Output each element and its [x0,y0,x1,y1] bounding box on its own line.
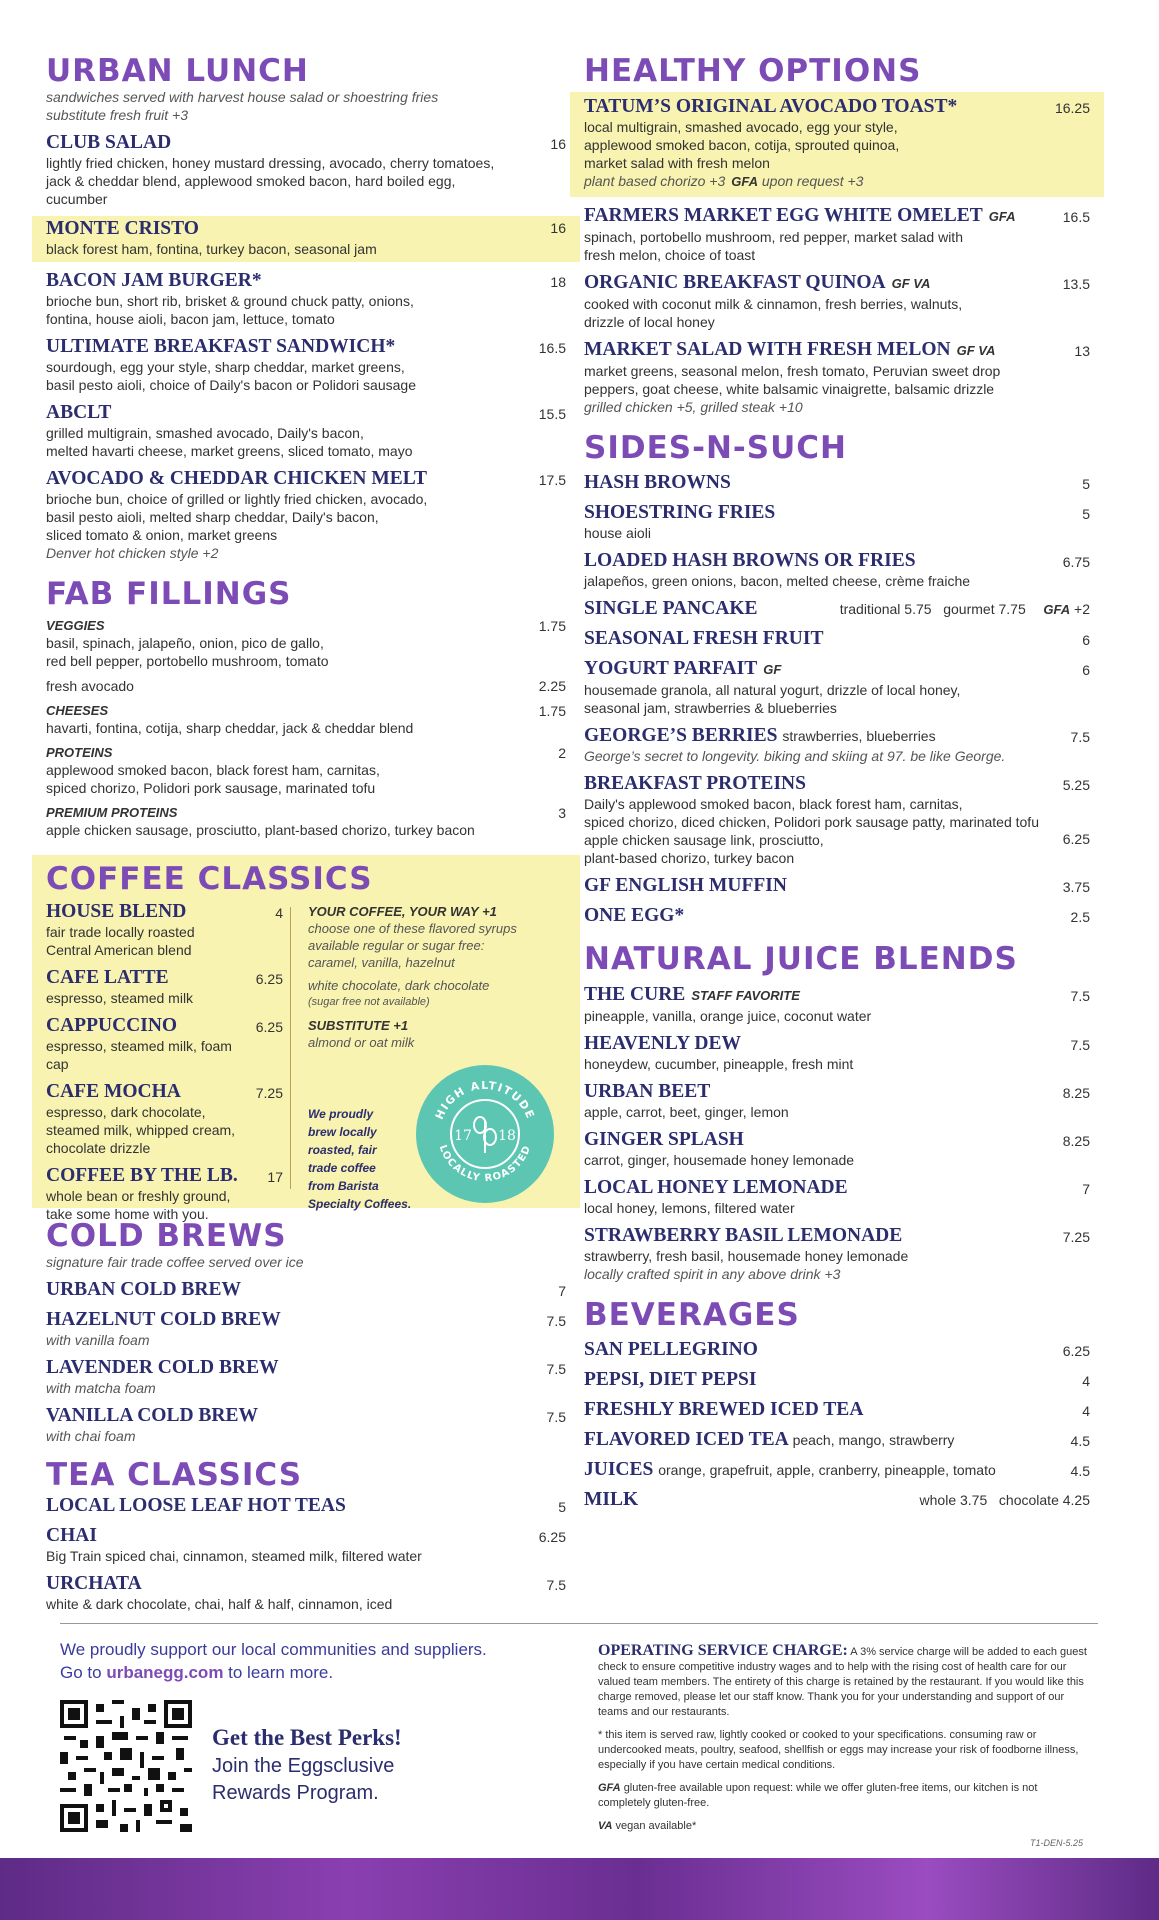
item-name: CLUB SALAD [46,131,172,153]
menu-item-urban-cold-brew [46,1279,566,1301]
item-price: 7.5 [546,1360,566,1377]
divider [290,907,291,1189]
item-note: grilled chicken +5, grilled steak +10 [584,398,803,415]
item-desc: plant-based chorizo, turkey bacon [584,850,795,867]
right-column [584,55,1090,1511]
item-desc: spiced chorizo, diced chicken, Polidori pork sausage patty, marinated tofu [584,814,1039,831]
item-desc: black forest ham, fontina, turkey bacon, seasonal jam [46,240,377,257]
item-desc: carrot, ginger, housemade honey lemonade [584,1151,855,1168]
filling-desc: spiced chorizo, Polidori pork sausage, marinated tofu [46,780,376,797]
menu-item-the-cure [584,984,1090,1025]
menu-code: T1-DEN-5.25 [1030,1838,1084,1848]
badge-bottom-text: LOCALLY ROASTED [436,1143,534,1185]
item-price: 5 [1082,476,1090,493]
item-name: LOADED HASH BROWNS OR FRIES [584,550,916,572]
item-name: MONTE CRISTO [46,217,199,239]
website-link[interactable]: urbanegg.com [106,1663,224,1682]
item-name: GINGER SPLASH [584,1128,744,1150]
menu-item-monte-cristo [32,216,580,262]
menu-item-abclt [46,402,566,460]
item-desc: jack & cheddar blend, applewood smoked bacon, hard boiled egg, cucumber [46,172,456,207]
badge-left-number: 17 [454,1128,472,1145]
item-price: 15.5 [538,405,566,422]
coffee-list [46,901,283,1231]
filling-label: PREMIUM PROTEINS [46,805,178,821]
item-price: 2.5 [1070,909,1090,926]
item-price: 8.25 [1062,1132,1090,1149]
your-way-text: available regular or sugar free: [308,938,485,954]
item-desc: fontina, house aioli, bacon jam, lettuce, tomato [46,310,335,327]
item-name: VANILLA COLD BREW [46,1404,259,1426]
item-price: 6.25 [538,1529,566,1546]
item-name: MARKET SALAD WITH FRESH MELON GF VA [584,338,996,360]
item-name: HASH BROWNS [584,472,731,494]
item-name: URCHATA [46,1573,142,1595]
menu-item-hazelnut-cold-brew [46,1309,566,1349]
pancake-options: traditional 5.75 gourmet 7.75 GFA +2 [839,601,1090,618]
item-name: TATUM’S ORIGINAL AVOCADO TOAST* [584,95,958,117]
item-price: 3.75 [1062,879,1090,896]
item-name: HEAVENLY DEW [584,1032,741,1054]
filling-cheeses [46,702,566,737]
item-note: with chai foam [46,1427,136,1444]
item-name: LOCAL LOOSE LEAF HOT TEAS [46,1495,346,1517]
coffee-item-cappuccino [46,1015,283,1073]
item-name: GEORGE’S BERRIES strawberries, blueberries [584,725,936,747]
menu-item-lavender-cold-brew [46,1357,566,1397]
filling-price: 1.75 [538,618,566,635]
item-price: 7.5 [1070,729,1090,746]
item-desc: basil pesto aioli, melted sharp cheddar, Daily's bacon, [46,508,379,525]
item-desc: strawberry, fresh basil, housemade honey lemonade [584,1247,909,1264]
item-name: SINGLE PANCAKE [584,598,758,620]
section-title-cold-brews: COLD BREWS [46,1218,287,1255]
qr-code-icon[interactable] [60,1700,192,1832]
item-name: HOUSE BLEND [46,901,187,923]
section-title-sides: SIDES-N-SUCH [584,429,847,466]
item-name: URBAN COLD BREW [46,1278,242,1300]
filling-desc: havarti, fontina, cotija, sharp cheddar, jack & cheddar blend [46,720,414,737]
item-desc: whole bean or freshly ground, [46,1188,231,1205]
item-name: CHAI [46,1525,97,1547]
item-desc: house aioli [584,525,651,542]
item-desc: brioche bun, short rib, brisket & ground chuck patty, onions, [46,292,414,309]
menu-item-local-honey-lemonade [584,1177,1090,1217]
item-name: URBAN BEET [584,1080,711,1102]
menu-item-hash-browns [584,472,1090,494]
your-way-text: (sugar free not available) [308,996,430,1009]
item-name: THE CURE STAFF FAVORITE [584,983,800,1005]
raw-food-note: * this item is served raw, lightly cooked or cooked to your specifications. consuming raw or undercooked meats, poultry, seafood, shellfish or eggs may increase your risk of foodborne illness, especially if you have certain medical conditions. [598,1729,1079,1771]
item-name: COFFEE BY THE LB. [46,1165,238,1187]
item-name: MILK [584,1489,639,1511]
menu-item-juices [584,1459,1090,1481]
menu-item-vanilla-cold-brew [46,1405,566,1445]
item-price: 6.25 [1062,1343,1090,1360]
rewards-promo [212,1723,532,1807]
item-name: JUICES orange, grapefruit, apple, cranberry, pineapple, tomato [584,1459,996,1481]
coffee-item-cafe-mocha [46,1081,283,1157]
menu-item-club-salad [46,132,566,208]
menu-item-yogurt-parfait [584,658,1090,717]
item-name: LAVENDER COLD BREW [46,1356,279,1378]
filling-veggies [46,617,566,670]
item-desc: white & dark chocolate, chai, half & half, cinnamon, iced [46,1596,393,1613]
item-desc: local multigrain, smashed avocado, egg your style, [584,118,898,135]
left-column [46,55,566,1613]
item-price: 13 [1074,342,1090,359]
item-desc: sourdough, egg your style, sharp cheddar, market greens, [46,358,405,375]
coffee-bean-icon [474,1117,496,1153]
menu-item-georges-berries [584,725,1090,765]
filling-desc: basil, spinach, jalapeño, onion, pico de gallo, [46,635,324,652]
substitute-desc: almond or oat milk [308,1035,415,1051]
item-price: 18 [550,273,566,290]
item-name: FARMERS MARKET EGG WHITE OMELET GFA [584,204,1016,226]
item-note: with matcha foam [46,1379,156,1396]
item-note: locally crafted spirit in any above drink +3 [584,1265,841,1282]
menu-item-strawberry-basil-lemonade [584,1225,1090,1283]
item-price: 6.75 [1062,554,1090,571]
menu-item-pepsi [584,1369,1090,1391]
item-desc: brioche bun, choice of grilled or lightly fried chicken, avocado, [46,490,428,507]
item-desc: espresso, steamed milk [46,990,194,1007]
menu-item-san-pellegrino [584,1339,1090,1361]
item-price: 5 [1082,506,1090,523]
section-title-beverages: BEVERAGES [584,1296,800,1333]
item-price: 8.25 [1062,1084,1090,1101]
item-note: with vanilla foam [46,1331,150,1348]
item-name: CAFE MOCHA [46,1081,181,1103]
item-name: ABCLT [46,401,112,423]
filling-price: 1.75 [538,703,566,720]
menu-item-avocado-toast [570,92,1104,197]
filling-label: VEGGIES [46,618,105,634]
menu-item-seasonal-fruit [584,628,1090,650]
item-desc: Daily's applewood smoked bacon, black forest ham, carnitas, [584,796,963,813]
filling-desc: applewood smoked bacon, black forest ham, carnitas, [46,762,380,779]
item-desc: local honey, lemons, filtered water [584,1199,795,1216]
item-desc: fair trade locally roasted [46,924,195,941]
milk-options: whole 3.75 chocolate 4.25 [919,1492,1090,1509]
item-desc: honeydew, cucumber, pineapple, fresh mint [584,1055,854,1072]
menu-item-loaded-hash-browns [584,550,1090,590]
menu-item-urban-beet [584,1081,1090,1121]
item-price: 4.5 [1070,1463,1090,1480]
item-desc: jalapeños, green onions, bacon, melted cheese, crème fraiche [584,573,971,590]
item-price: 16.25 [1054,99,1090,116]
menu-item-single-pancake [584,598,1090,620]
menu-item-breakfast-proteins [584,773,1090,867]
filling-price: 3 [558,805,566,822]
filling-desc: apple chicken sausage, prosciutto, plant-based chorizo, turkey bacon [46,822,475,839]
item-note: George’s secret to longevity. biking and skiing at 97. be like George. [584,748,1006,765]
item-name: YOGURT PARFAIT GF [584,658,782,680]
filling-price: 2.25 [538,678,566,695]
menu-item-one-egg [584,905,1090,927]
section-title-fab-fillings: FAB FILLINGS [46,575,292,612]
item-name: SEASONAL FRESH FRUIT [584,628,824,650]
filling-avocado [46,677,566,695]
item-desc: lightly fried chicken, honey mustard dressing, avocado, cherry tomatoes, [46,154,495,171]
item-desc: apple, carrot, beet, ginger, lemon [584,1103,789,1120]
item-note: plant based chorizo +3 GFA upon request +3 [584,172,864,189]
section-subtitle: sandwiches served with harvest house salad or shoestring fries [46,88,439,105]
menu-item-bacon-jam-burger [46,270,566,328]
item-name: SAN PELLEGRINO [584,1339,758,1361]
item-name: BACON JAM BURGER* [46,269,262,291]
menu-item-ultimate-breakfast-sandwich [46,336,566,394]
item-name: CAPPUCCINO [46,1015,178,1037]
menu-item-milk [584,1489,1090,1511]
filling-desc: fresh avocado [46,678,134,695]
menu-item-gf-english-muffin [584,875,1090,897]
item-price: 5 [558,1499,566,1516]
item-desc: espresso, steamed milk, foam cap [46,1038,232,1073]
item-price: 7.25 [255,1085,283,1102]
item-desc: espresso, dark chocolate, [46,1104,206,1121]
item-desc: grilled multigrain, smashed avocado, Daily's bacon, [46,424,364,441]
filling-proteins [46,744,566,797]
filling-price: 2 [558,745,566,762]
item-name: FLAVORED ICED TEA peach, mango, strawberry [584,1429,955,1451]
item-desc: pineapple, vanilla, orange juice, coconut water [584,1007,872,1024]
menu-item-market-salad [584,339,1090,416]
section-title-juice-blends: NATURAL JUICE BLENDS [584,941,1018,978]
menu-item-avocado-cheddar-chicken-melt [46,468,566,562]
item-price: 6.25 [1062,831,1090,848]
badge-right-number: 18 [498,1128,516,1145]
item-price: 4 [275,905,283,922]
item-desc: Central American blend [46,942,192,959]
menu-item-chai [46,1525,566,1565]
section-subtitle: signature fair trade coffee served over ice [46,1253,304,1270]
item-price: 4 [1082,1403,1090,1420]
badge-top-text: HIGH ALTITUDE [432,1079,538,1122]
item-desc: fresh melon, choice of toast [584,246,756,263]
item-price: 16.5 [1062,208,1090,225]
item-price: 7.5 [546,1408,566,1425]
item-desc: spinach, portobello mushroom, red pepper, market salad with [584,228,963,245]
perks-text: Rewards Program. [212,1782,379,1804]
item-price: 6 [1082,632,1090,649]
item-name: LOCAL HONEY LEMONADE [584,1176,848,1198]
item-desc: housemade granola, all natural yogurt, drizzle of local honey, [584,682,961,699]
gfa-note: GFA gluten-free available upon request: while we offer gluten-free items, our kitchen is not completely gluten-free. [598,1782,1038,1809]
menu-item-shoestring-fries [584,502,1090,542]
item-desc: applewood smoked bacon, cotija, sprouted quinoa, [584,136,900,153]
item-price: 4 [1082,1373,1090,1390]
item-price: 6 [1082,662,1090,679]
item-desc: drizzle of local honey [584,313,715,330]
item-price: 16 [550,135,566,152]
section-title-tea-classics: TEA CLASSICS [46,1456,303,1493]
support-link-line: Go to urbanegg.com to learn more. [60,1663,334,1682]
item-desc: chocolate drizzle [46,1140,151,1157]
legal-notes [598,1643,1092,1834]
section-title-urban-lunch: URBAN LUNCH [46,53,309,89]
item-price: 13.5 [1062,275,1090,292]
footer-divider [60,1623,1098,1624]
item-desc: market salad with fresh melon [584,154,770,171]
item-desc: seasonal jam, strawberries & blueberries [584,700,837,717]
item-price: 6.25 [255,971,283,988]
menu-item-egg-white-omelet [584,205,1090,264]
item-price: 7 [1082,1180,1090,1197]
item-name: FRESHLY BREWED ICED TEA [584,1399,864,1421]
item-name: PEPSI, DIET PEPSI [584,1369,757,1391]
item-price: 16.5 [538,339,566,356]
coffee-item-coffee-by-the-lb [46,1165,283,1223]
item-note: Denver hot chicken style +2 [46,544,219,561]
coffee-item-house-blend [46,901,283,959]
item-name: ULTIMATE BREAKFAST SANDWICH* [46,335,396,357]
menu-item-iced-tea [584,1399,1090,1421]
badge-emblem [416,1065,554,1203]
item-price: 7.5 [1070,1036,1090,1053]
item-desc: peppers, goat cheese, white balsamic vinaigrette, balsamic drizzle [584,380,995,397]
menu-item-breakfast-quinoa [584,272,1090,331]
menu-item-heavenly-dew [584,1033,1090,1073]
item-name: AVOCADO & CHEDDAR CHICKEN MELT [46,467,427,489]
va-note: VA vegan available* [598,1820,697,1832]
item-name: SHOESTRING FRIES [584,502,776,524]
coffee-options [308,903,538,1051]
item-price: 5.25 [1062,777,1090,794]
item-name: STRAWBERRY BASIL LEMONADE [584,1224,903,1246]
perks-title: Get the Best Perks! [212,1725,402,1750]
section-title-coffee-classics: COFFEE CLASSICS [46,861,373,898]
coffee-item-cafe-latte [46,967,283,1007]
menu-item-loose-leaf [46,1495,566,1517]
filling-desc: red bell pepper, portobello mushroom, tomato [46,653,329,670]
item-desc: sliced tomato & onion, market greens [46,526,278,543]
item-name: ORGANIC BREAKFAST QUINOA GF VA [584,271,931,293]
item-price: 7.5 [1070,987,1090,1004]
section-title-healthy-options: HEALTHY OPTIONS [584,53,922,89]
menu-item-ginger-splash [584,1129,1090,1169]
item-desc: cooked with coconut milk & cinnamon, fresh berries, walnuts, [584,295,963,312]
item-name: BREAKFAST PROTEINS [584,773,806,795]
item-desc: take some home with you. [46,1206,209,1223]
your-way-text: caramel, vanilla, hazelnut [308,955,455,971]
substitute-title: SUBSTITUTE +1 [308,1018,409,1034]
item-desc: basil pesto aioli, choice of Daily's bacon or Polidori sausage [46,376,416,393]
section-subtitle: substitute fresh fruit +3 [46,106,189,123]
filling-premium-proteins [46,804,566,839]
item-price: 7 [558,1282,566,1299]
item-price: 17.5 [538,471,566,488]
item-name: ONE EGG* [584,905,685,927]
perks-text: Join the Eggsclusive [212,1755,395,1777]
item-desc: apple chicken sausage link, prosciutto, [584,832,824,849]
item-price: 7.5 [546,1312,566,1329]
menu-item-flavored-iced-tea [584,1429,1090,1451]
filling-label: PROTEINS [46,745,113,761]
your-way-text: choose one of these flavored syrups [308,921,517,937]
item-name: GF ENGLISH MUFFIN [584,875,787,897]
item-price: 7.25 [1062,1228,1090,1245]
your-way-title: YOUR COFFEE, YOUR WAY +1 [308,904,497,920]
support-line: We proudly support our local communities and suppliers. [60,1640,487,1659]
your-way-text: white chocolate, dark chocolate [308,978,490,994]
high-altitude-badge [416,1065,554,1203]
menu-item-urchata [46,1573,566,1613]
item-name: HAZELNUT COLD BREW [46,1308,281,1330]
service-charge-note: OPERATING SERVICE CHARGE: A 3% service charge will be added to each guest check to ensure competitive industry wages and to help with the rising cost of health care for our valued team members. The entirety of this charge is retained by the restaurant. If you would like this charge removed, please let our staff know. Thank you for your understanding and support of our teams and our restaurants. [598,1642,1087,1718]
item-price: 16 [550,219,566,236]
item-price: 4.5 [1070,1433,1090,1450]
item-desc: melted havarti cheese, market greens, sliced tomato, mayo [46,442,413,459]
item-desc: steamed milk, whipped cream, [46,1122,236,1139]
filling-label: CHEESES [46,703,109,719]
item-price: 6.25 [255,1019,283,1036]
item-name: CAFE LATTE [46,967,169,989]
item-price: 7.5 [546,1577,566,1594]
decorative-band [0,1858,1159,1920]
brew-statement: We proudly brew locally roasted, fair trade coffee from Barista Specialty Coffees. [308,1107,412,1212]
item-price: 17 [267,1169,283,1186]
item-desc: Big Train spiced chai, cinnamon, steamed milk, filtered water [46,1548,422,1565]
item-desc: market greens, seasonal melon, fresh tomato, Peruvian sweet drop [584,362,1001,379]
coffee-classics-box [32,855,580,1223]
community-message [60,1638,530,1684]
